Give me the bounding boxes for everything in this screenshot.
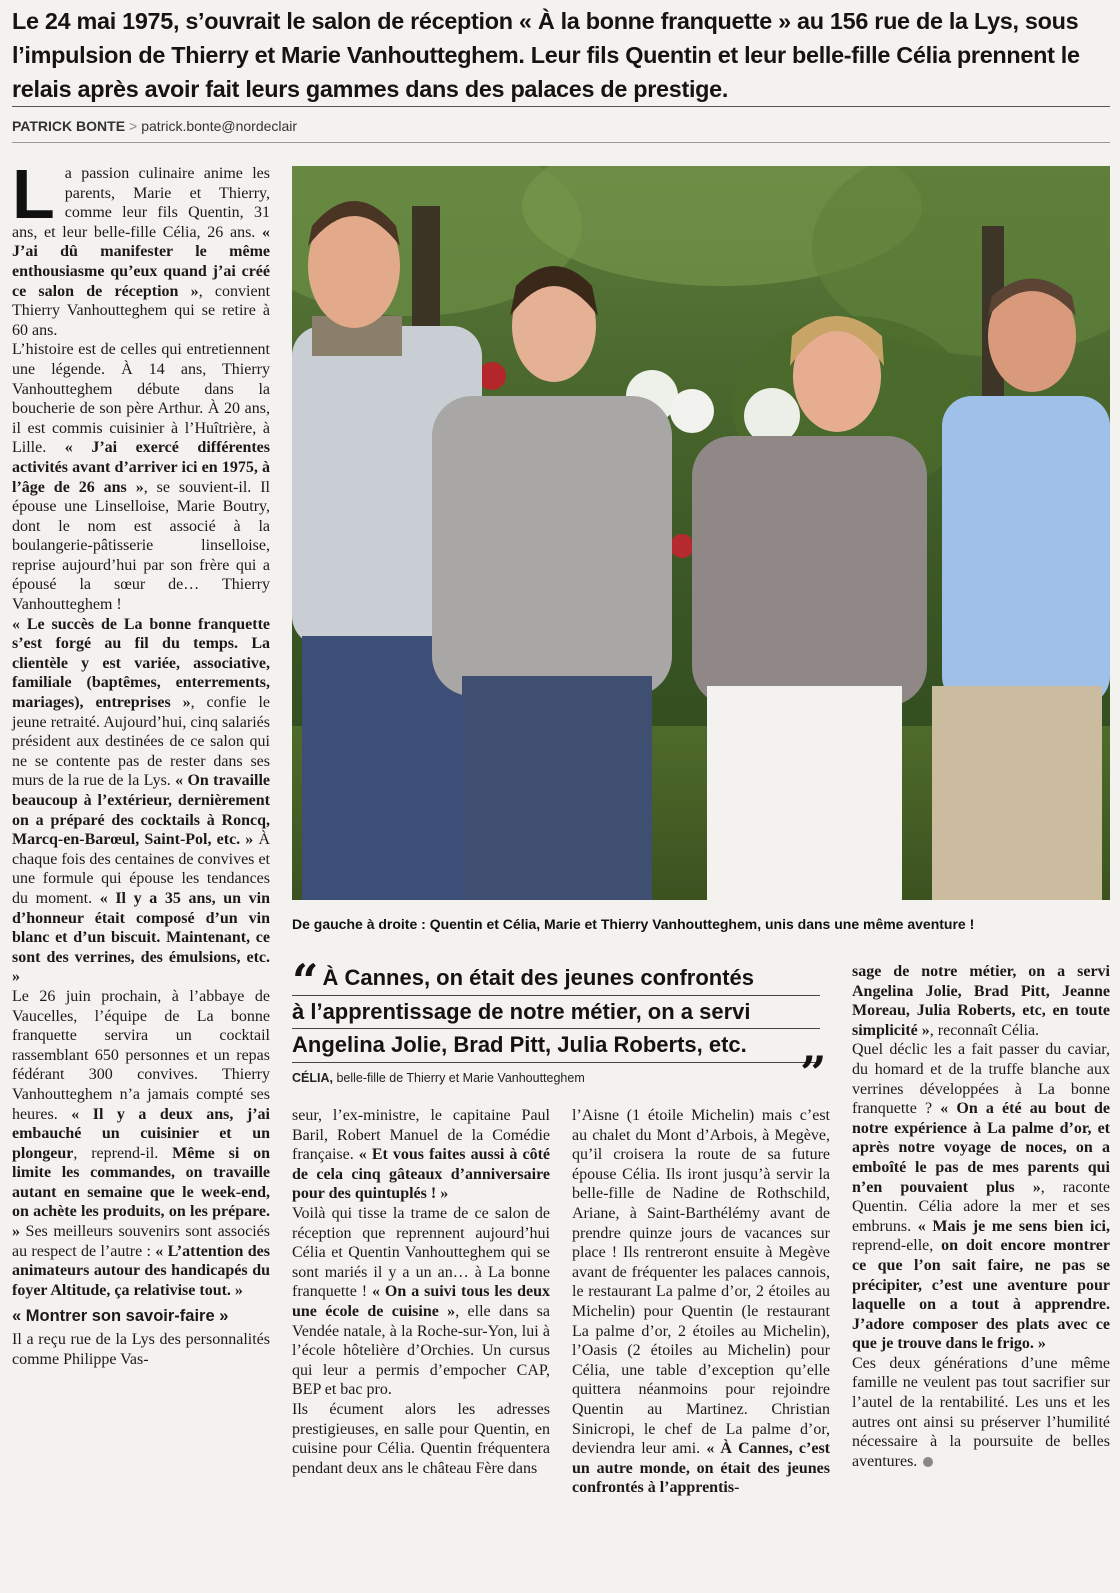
quote-text: « J’ai exercé différentes activités avant d’arriver ici en 1975, à l’âge de 26 ans » — [12, 439, 270, 496]
article-column-4 — [852, 962, 1110, 1471]
quote-text: Même si on limite les commandes, on travaille autant en semaine que le week-end, on achète les produits, on les prépare. » — [12, 1144, 270, 1241]
text: Ces deux générations d’une même famille ne veulent pas tout sacrifier sur l’autel de la rentabilité. Les uns et les autres ont ainsi su préserver l’humilité nécessaire à la poursuite de belles aventures. — [852, 1354, 1110, 1470]
quote-text: « Mais je me sens bien ici, — [917, 1217, 1111, 1235]
text: a passion culinaire anime les parents, Marie et Thierry, comme leur fils Quentin, 31 ans, et leur belle-fille Célia, 26 ans. — [12, 165, 270, 241]
text: À chaque fois des centaines de convives et une formule qui épouse les tendances du moment. — [12, 831, 271, 907]
photo-illustration — [292, 166, 1110, 900]
paragraph — [12, 155, 271, 340]
pull-quote — [292, 954, 820, 1063]
text: , raconte Quentin. Célia adore la mer et ses embruns. — [852, 1178, 1111, 1235]
text: seur, l’ex-ministre, le capitaine Paul Baril, Robert Manuel de la Comédie française. — [292, 1107, 550, 1164]
text: , se souvient-il. Il épouse une Linselloise, Marie Boutry, dont le nom est associé à la boulangerie-pâtisserie linselloise, reprise aujourd’hui par son frère qui a épousé la sœur de… Thierry Vanhoutteghem ! — [12, 478, 270, 614]
text: , reconnaît Célia. — [929, 1021, 1040, 1039]
text: Voilà qui tisse la trame de ce salon de réception que reprennent aujourd’hui Célia et Quentin Vanhoutteghem qui se sont mariés il y a un an… à La bonne franquette ! — [292, 1204, 550, 1301]
quote-text: « L’attention des animateurs autour des handicapés du foyer Altitude, ça relativise tout. » — [12, 1242, 270, 1299]
article-column-2 — [292, 1106, 550, 1478]
byline-author: PATRICK BONTE — [12, 118, 126, 134]
paragraph — [852, 962, 1110, 1040]
quote-text: on doit encore montrer ce que l’on sait faire, ne pas se précipiter, c’est une aventure pour laquelle on a tout à apprendre. J’adore composer des plats avec ce que je trouve dans le frigo. » — [852, 1237, 1110, 1353]
text: l’Aisne (1 étoile Michelin) mais c’est au chalet du Mont d’Arbois, à Megève, qu’il croisera la route de sa future épouse Célia. Ils iront jusqu’à servir la belle-fille de Nadine de Rothschild, Ariane, à Saint-Barthélémy avant de prendre quinze jours de vacances sur place ! Ils rentreront ensuite à Megève avant de fréquenter les palaces cannois, le restaurant La palme d’or, 2 étoiles au Michelin) pour Quentin (le restaurant La palme d’or, 2 étoiles au Michelin), l’Oasis (2 étoiles au Michelin) pour Célia, une table d’exception qu’elle quittera néanmoins pour rejoindre Quentin au Martinez. Christian Sinicropi, le chef de La palme d’or, deviendra leur ami. — [572, 1107, 830, 1458]
paragraph — [12, 340, 270, 614]
quote-text: « À Cannes, c’est un autre monde, on était des jeunes confrontés à l’apprentis- — [572, 1440, 830, 1497]
byline — [12, 118, 297, 134]
byline-email[interactable]: patrick.bonte@nordeclair — [141, 118, 298, 134]
drop-cap: L — [12, 155, 55, 233]
pull-quote-line-3: Angelina Jolie, Brad Pitt, Julia Roberts, etc. — [292, 1029, 820, 1063]
close-quote-mark: ” — [800, 1046, 827, 1100]
family-photo — [292, 166, 1110, 900]
pull-quote-line-2: à l’apprentissage de notre métier, on a servi — [292, 996, 820, 1030]
paragraph — [12, 987, 270, 1301]
end-mark-icon — [923, 1457, 933, 1467]
quote-text: « Il y a 35 ans, un vin d’honneur était composé d’un vin blanc et d’un biscuit. Maintenant, ce sont des verrines, des émulsions, etc. » — [12, 889, 270, 986]
paragraph — [292, 1106, 550, 1204]
text: Quel déclic les a fait passer du caviar, du homard et de la truffe blanche aux verrines développées à La bonne franquette ? — [852, 1041, 1110, 1118]
open-quote-mark: “ — [292, 954, 319, 1008]
byline-rule — [12, 142, 1110, 143]
paragraph — [572, 1106, 830, 1498]
paragraph — [12, 1330, 270, 1369]
text: , confie le jeune retraité. Aujourd’hui, cinq salariés président aux destinées de ce salon qui ne se contente pas de rester dans ses murs de la rue de la Lys. — [12, 694, 270, 790]
header-rule — [12, 106, 1110, 107]
text: Il a reçu rue de la Lys des personnalités comme Philippe Vas- — [12, 1331, 270, 1369]
subheading: « Montrer son savoir-faire » — [12, 1307, 229, 1326]
byline-separator: > — [129, 118, 138, 134]
paragraph — [12, 615, 270, 987]
attribution-role: belle-fille de Thierry et Marie Vanhoutteghem — [336, 1071, 585, 1085]
quote-text: « J’ai dû manifester le même enthousiasme qu’eux quand j’ai créé ce salon de réception » — [12, 223, 270, 300]
pull-quote-line-1 — [292, 954, 820, 1008]
paragraph — [292, 1400, 550, 1478]
headline: Le 24 mai 1975, s’ouvrait le salon de réception « À la bonne franquette » au 156 rue de la Lys, sous l’impulsion de Thierry et Marie Vanhoutteghem. Leur fils Quentin et leur belle-fille Célia prennent le relais après avoir fait leurs gammes dans des palaces de prestige. — [12, 8, 1080, 102]
text: L’histoire est de celles qui entretiennent une légende. À 14 ans, Thierry Vanhoutteghem débute dans la boucherie de son père Arthur. À 20 ans, il est commis cuisinier à l’Huîtrière, à Lille. — [12, 341, 270, 457]
attribution-name: CÉLIA, — [292, 1071, 333, 1085]
paragraph — [852, 1354, 1110, 1472]
text: , convient Thierry Vanhoutteghem qui se retire à 60 ans. — [12, 282, 271, 339]
text: Le 26 juin prochain, à l’abbaye de Vaucelles, l’équipe de La bonne franquette servira un cocktail rassemblant 650 personnes et un repas fédérant 300 convives. Thierry Vanhoutteghem n’a jamais compté ses heures. — [12, 987, 270, 1123]
article-column-1 — [12, 155, 271, 1370]
quote-text: « On a été au bout de notre expérience à La palme d’or, et après notre voyage de noces, on a emboîté le pas de mes parents qui n’en pouvaient plus » — [852, 1100, 1111, 1196]
article-column-3 — [572, 1106, 830, 1498]
pull-quote-text: À Cannes, on était des jeunes confrontés — [322, 965, 755, 990]
text: reprend-elle, — [852, 1237, 942, 1255]
paragraph — [292, 1204, 550, 1400]
quote-text: « On travaille beaucoup à l’extérieur, dernièrement on a préparé des cocktails à Roncq, Marcq-en-Barœul, Saint-Pol, etc. » — [12, 772, 271, 849]
pull-quote-attribution — [292, 1071, 585, 1085]
text: , reprend-il. — [73, 1144, 173, 1162]
text: Ils écument alors les adresses prestigieuses, en salle pour Quentin, en cuisine pour Célia. Quentin fréquentera pendant deux ans le château Fère dans — [292, 1400, 550, 1477]
text: , elle dans sa Vendée natale, à la Roche-sur-Yon, lui à l’école hôtelière d’Orchies. Un cursus qui leur a permis d’empocher CAP, BEP et bac pro. — [292, 1302, 551, 1399]
quote-text: « Et vous faites aussi à côté de cela cinq gâteaux d’anniversaire pour des quintuplés ! » — [292, 1146, 551, 1203]
quote-text: « Le succès de La bonne franquette s’est forgé au fil du temps. La clientèle y est variée, associative, familiale (baptêmes, enterrements, mariages), entreprises » — [12, 615, 270, 712]
quote-text: « Il y a deux ans, j’ai embauché un cuisinier et un plongeur — [12, 1105, 270, 1162]
text: Ses meilleurs souvenirs sont associés au respect de l’autre : — [12, 1223, 270, 1260]
quote-text: sage de notre métier, on a servi Angelina Jolie, Brad Pitt, Jeanne Moreau, Julia Roberts, etc, en toute simplicité » — [852, 963, 1110, 1039]
paragraph — [852, 1040, 1110, 1354]
quote-text: « On a suivi tous les deux une école de cuisine » — [292, 1283, 550, 1320]
photo-caption: De gauche à droite : Quentin et Célia, Marie et Thierry Vanhoutteghem, unis dans une même aventure ! — [292, 916, 975, 932]
